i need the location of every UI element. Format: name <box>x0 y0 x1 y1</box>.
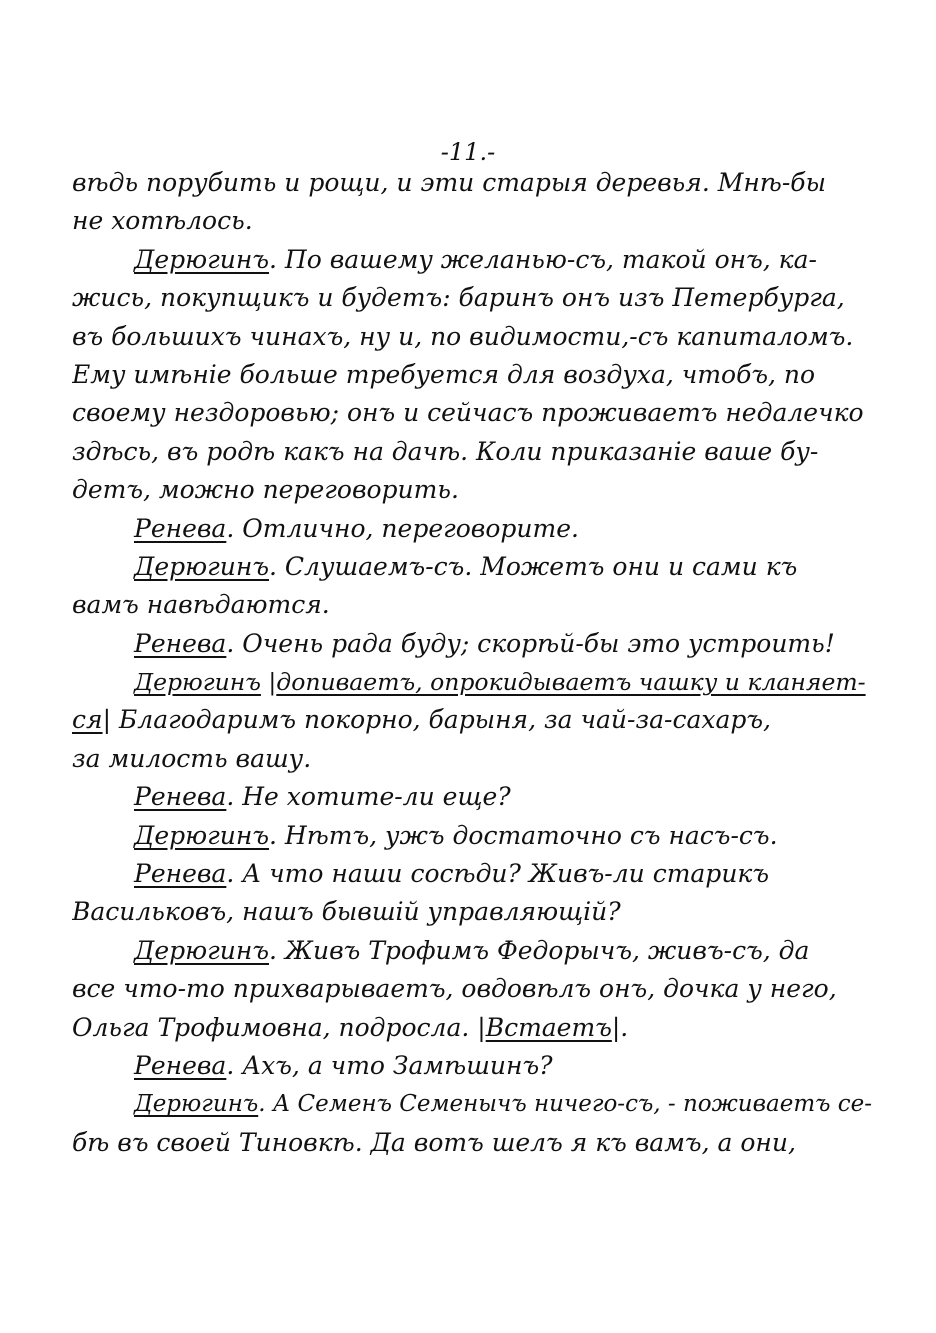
text-line <box>72 279 872 317</box>
text-line <box>72 817 872 855</box>
line-text: въ большихъ чинахъ, ну и, по видимости,-съ капиталомъ. <box>72 321 854 351</box>
line-text: Ольга Трофимовна, подросла. | <box>72 1012 486 1042</box>
text-line <box>72 1009 872 1047</box>
speaker-name: Дерюгинъ <box>134 668 261 697</box>
line-text: вамъ навѣдаются. <box>72 590 330 620</box>
text-line <box>72 1085 872 1123</box>
text-line <box>72 625 872 663</box>
text-line <box>72 701 872 739</box>
text-line <box>72 510 872 548</box>
line-text: . Очень рада буду; скорѣй-бы это устроить! <box>226 628 835 658</box>
line-text: . Нѣтъ, ужъ достаточно съ насъ-съ. <box>269 820 778 850</box>
line-text: . А Семенъ Семенычъ ничего-съ, - поживаетъ се- <box>258 1091 872 1118</box>
text-line <box>72 932 872 970</box>
line-text: . Ахъ, а что Замѣшинъ? <box>226 1050 553 1080</box>
text-line <box>72 1047 872 1085</box>
text-line <box>72 433 872 471</box>
line-text: здѣсь, въ родѣ какъ на дачѣ. Коли приказанiе ваше бу- <box>72 436 819 466</box>
line-text: . Слушаемъ-съ. Можетъ они и сами къ <box>269 551 798 581</box>
speaker-name: Дерюгинъ <box>134 935 269 965</box>
page-number: -11.- <box>440 138 496 166</box>
text-line <box>72 893 872 931</box>
text-line <box>72 740 872 778</box>
line-text: |. <box>611 1012 629 1042</box>
speaker-name: Ренева <box>134 1050 227 1080</box>
text-line <box>72 471 872 509</box>
text-line <box>72 970 872 1008</box>
line-text: все что-то прихварываетъ, овдовѣлъ онъ, дочка у него, <box>72 974 837 1004</box>
text-line <box>72 164 872 202</box>
speaker-name: Дерюгинъ <box>134 551 269 581</box>
text-line <box>72 394 872 432</box>
text-line <box>72 663 872 701</box>
stage-direction: ся <box>72 705 103 735</box>
text-line <box>72 586 872 624</box>
speaker-name: Ренева <box>134 782 227 812</box>
stage-direction: Встаетъ <box>485 1012 612 1042</box>
speaker-name: Дерюгинъ <box>134 1091 259 1118</box>
line-text: своему нездоровью; онъ и сейчасъ проживаетъ недалечко <box>72 398 864 428</box>
line-text: | Благодаримъ покорно, барыня, за чай-за-сахаръ, <box>102 705 771 735</box>
speaker-name: Дерюгинъ <box>134 820 269 850</box>
manuscript-text <box>72 164 872 1162</box>
line-text: не хотѣлось. <box>72 206 253 236</box>
line-text: Ему имѣнiе больше требуется для воздуха, чтобъ, по <box>72 359 816 389</box>
line-text: бѣ въ своей Тиновкѣ. Да вотъ шелъ я къ вамъ, а они, <box>72 1127 796 1157</box>
line-text: . Живъ Трофимъ Федорычъ, живъ-съ, да <box>269 935 810 965</box>
line-text: . Не хотите-ли еще? <box>226 782 511 812</box>
text-line <box>72 356 872 394</box>
speaker-name: Дерюгинъ <box>134 244 269 274</box>
line-text: Васильковъ, нашъ бывшiй управляющiй? <box>72 897 621 927</box>
line-text: | <box>260 668 277 697</box>
speaker-name: Ренева <box>134 859 227 889</box>
text-line <box>72 855 872 893</box>
line-text: . Отлично, переговорите. <box>226 513 579 543</box>
line-text: вѣдь порубить и рощи, и эти старыя деревья. Мнѣ-бы <box>72 168 826 197</box>
speaker-name: Ренева <box>134 513 227 543</box>
line-text: жись, покупщикъ и будетъ: баринъ онъ изъ Петербурга, <box>72 283 845 313</box>
text-line <box>72 318 872 356</box>
speaker-name: Ренева <box>134 628 227 658</box>
text-line <box>72 1124 872 1162</box>
line-text: . А что наши сосѣди? Живъ-ли старикъ <box>226 859 770 889</box>
line-text: за милость вашу. <box>72 743 312 773</box>
line-text: детъ, можно переговорить. <box>72 475 459 505</box>
line-text: . По вашему желанью-съ, такой онъ, ка- <box>269 244 817 274</box>
text-line <box>72 548 872 586</box>
text-line <box>72 241 872 279</box>
text-line <box>72 778 872 816</box>
text-line <box>72 202 872 240</box>
stage-direction: допиваетъ, опрокидываетъ чашку и кланяет- <box>276 668 866 697</box>
